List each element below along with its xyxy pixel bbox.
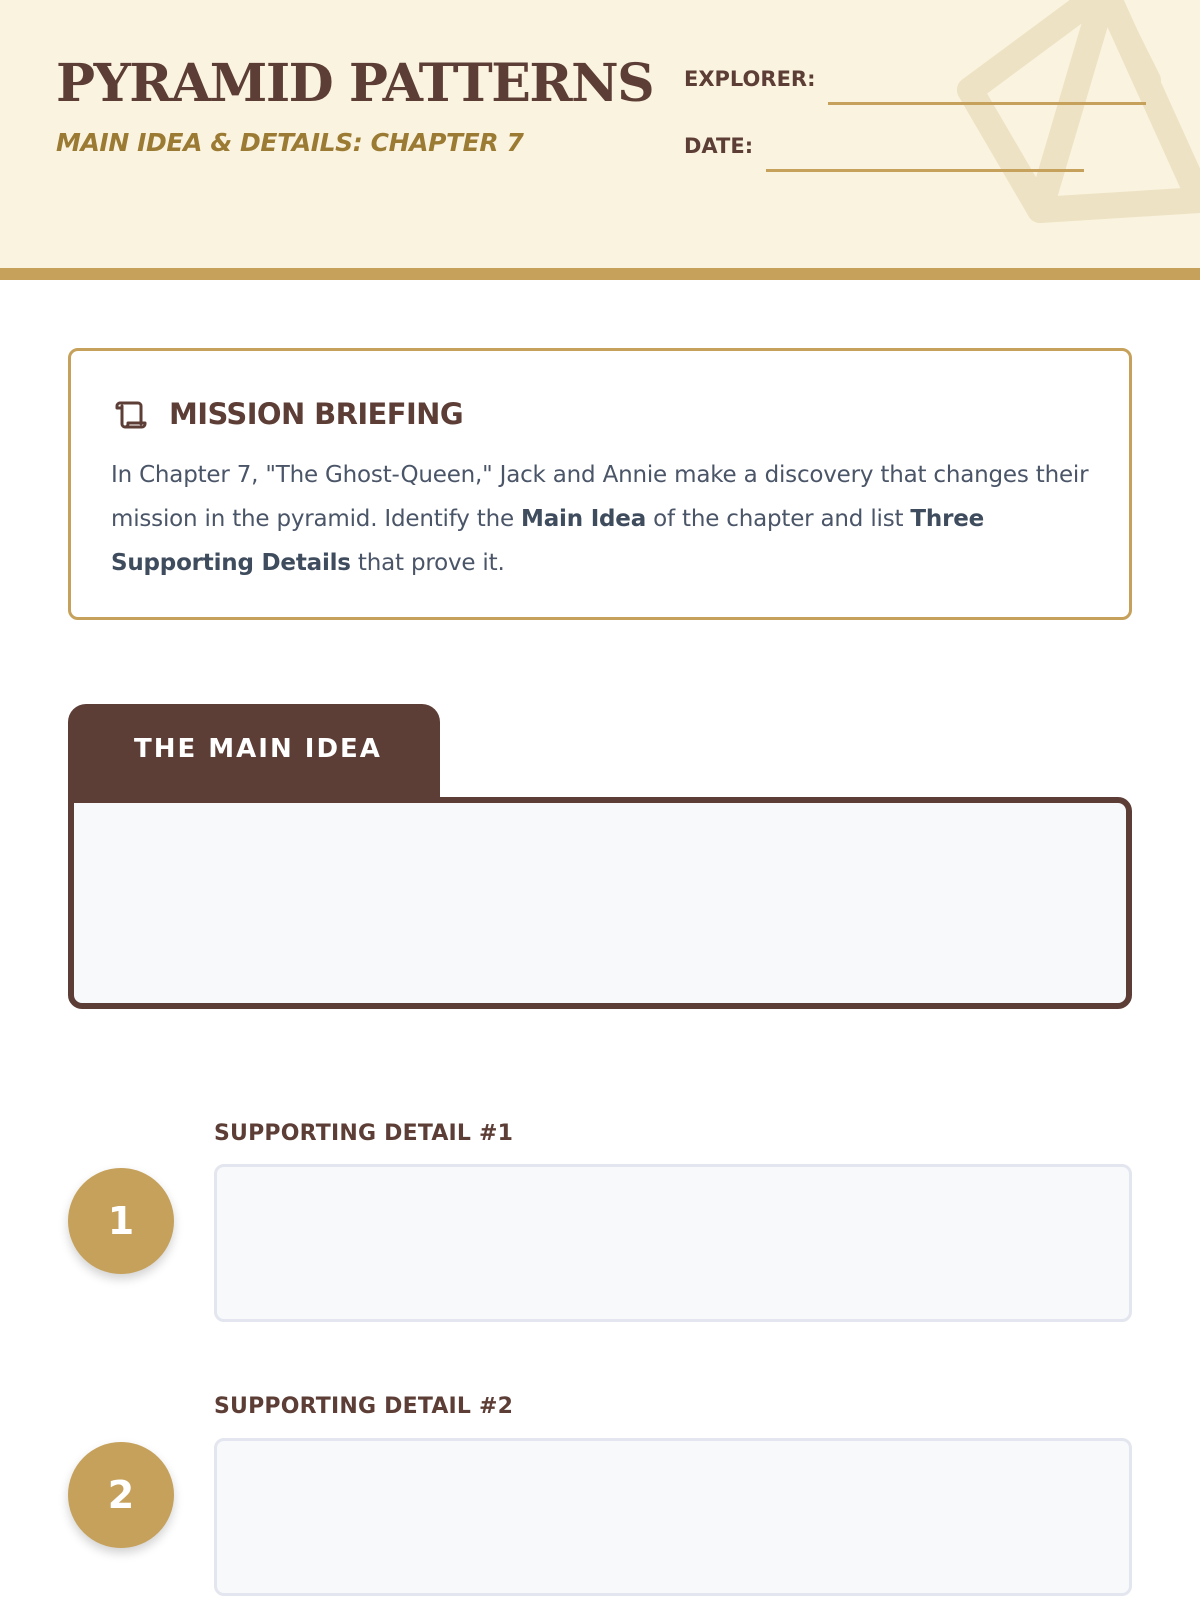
page-subtitle: MAIN IDEA & DETAILS: CHAPTER 7 — [56, 128, 524, 157]
detail-number-badge-2: 2 — [68, 1442, 174, 1548]
supporting-detail-1-label: SUPPORTING DETAIL #1 — [214, 1121, 514, 1146]
detail-number-badge-1: 1 — [68, 1168, 174, 1274]
worksheet-header — [0, 0, 1200, 280]
briefing-text: In Chapter 7, "The Ghost-Queen," Jack and Annie make a discovery that changes their mission in the pyramid. Identify the Main Idea of the chapter and list Three Supporting Details that prove it. — [111, 462, 1089, 576]
main-idea-tab — [68, 704, 440, 804]
explorer-name-line[interactable] — [828, 102, 1146, 105]
explorer-label: EXPLORER: — [684, 67, 816, 91]
date-label: DATE: — [684, 134, 754, 158]
supporting-detail-2-answer-box[interactable] — [214, 1438, 1132, 1596]
main-idea-tab-label: THE MAIN IDEA — [134, 734, 382, 764]
main-idea-emphasis: Main Idea — [521, 506, 647, 532]
date-line[interactable] — [766, 169, 1084, 172]
pyramid-outline-icon — [940, 0, 1200, 250]
supporting-detail-2-label: SUPPORTING DETAIL #2 — [214, 1394, 514, 1419]
briefing-title: MISSION BRIEFING — [169, 397, 464, 431]
mission-briefing-box — [68, 348, 1132, 620]
supporting-detail-1-answer-box[interactable] — [214, 1164, 1132, 1322]
page-title: PYRAMID PATTERNS — [56, 53, 654, 114]
scroll-icon — [111, 397, 147, 433]
supporting-details-emphasis: Three Supporting Details — [111, 506, 985, 576]
main-idea-answer-box[interactable] — [68, 797, 1132, 1009]
